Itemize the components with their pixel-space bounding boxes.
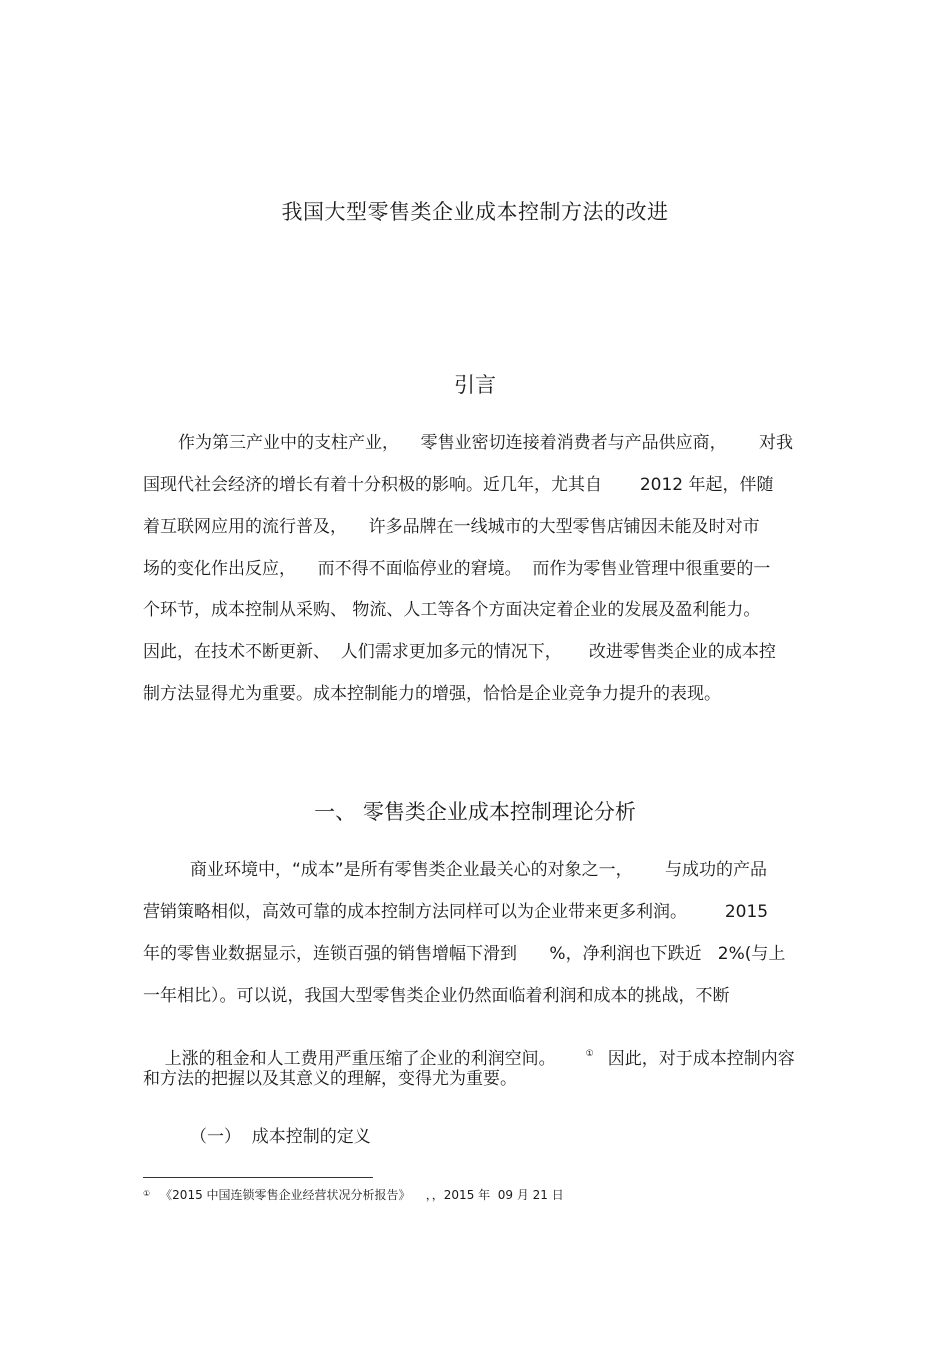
section1-line-5-text-b: 因此，对于成本控制内容 <box>607 1049 795 1069</box>
intro-line-4: 场的变化作出反应， 而不得不面临停业的窘境。 而作为零售业管理中很重要的一 <box>143 559 771 579</box>
section1-line-3: 年的零售业数据显示，连锁百强的销售增幅下滑到 %，净利润也下跌近 2%(与上 <box>143 944 786 964</box>
section1-line-1: 商业环境中，“成本”是所有零售类企业最关心的对象之一， 与成功的产品 <box>190 860 768 880</box>
section1-line-5-text-a: 上涨的租金和人工费用严重压缩了企业的利润空间。 <box>164 1049 556 1069</box>
subheading: （一） 成本控制的定义 <box>190 1127 371 1147</box>
footnote-text: 《2015 中国连锁零售企业经营状况分析报告》 ，，2015 年 09 月 21 日 <box>160 1188 564 1202</box>
section1-heading: 一、 零售类企业成本控制理论分析 <box>314 800 636 824</box>
section1-line-6: 和方法的把握以及其意义的理解，变得尤为重要。 <box>143 1069 517 1089</box>
intro-line-7: 制方法显得尤为重要。成本控制能力的增强，恰恰是企业竞争力提升的表现。 <box>143 684 721 704</box>
footnote-reference[interactable]: ① <box>585 1049 594 1059</box>
footnote-mark: ① <box>143 1189 151 1198</box>
intro-line-3: 着互联网应用的流行普及， 许多品牌在一线城市的大型零售店铺因未能及时对市 <box>143 517 760 537</box>
document-title: 我国大型零售类企业成本控制方法的改进 <box>281 200 669 224</box>
footnote <box>143 1186 564 1203</box>
intro-line-6: 因此，在技术不断更新、 人们需求更加多元的情况下， 改进零售类企业的成本控 <box>143 642 776 662</box>
intro-line-5: 个环节，成本控制从采购、 物流、人工等各个方面决定着企业的发展及盈利能力。 <box>143 600 761 620</box>
section1-line-2: 营销策略相似，高效可靠的成本控制方法同样可以为企业带来更多利润。 2015 <box>143 902 769 922</box>
footnote-divider <box>143 1177 373 1178</box>
intro-heading: 引言 <box>454 373 496 397</box>
section1-line-4: 一年相比）。可以说，我国大型零售类企业仍然面临着利润和成本的挑战，不断 <box>143 986 730 1006</box>
intro-line-1: 作为第三产业中的支柱产业， 零售业密切连接着消费者与产品供应商， 对我 <box>178 433 794 453</box>
intro-line-2: 国现代社会经济的增长有着十分积极的影响。近几年，尤其自 2012 年起，伴随 <box>143 475 774 495</box>
